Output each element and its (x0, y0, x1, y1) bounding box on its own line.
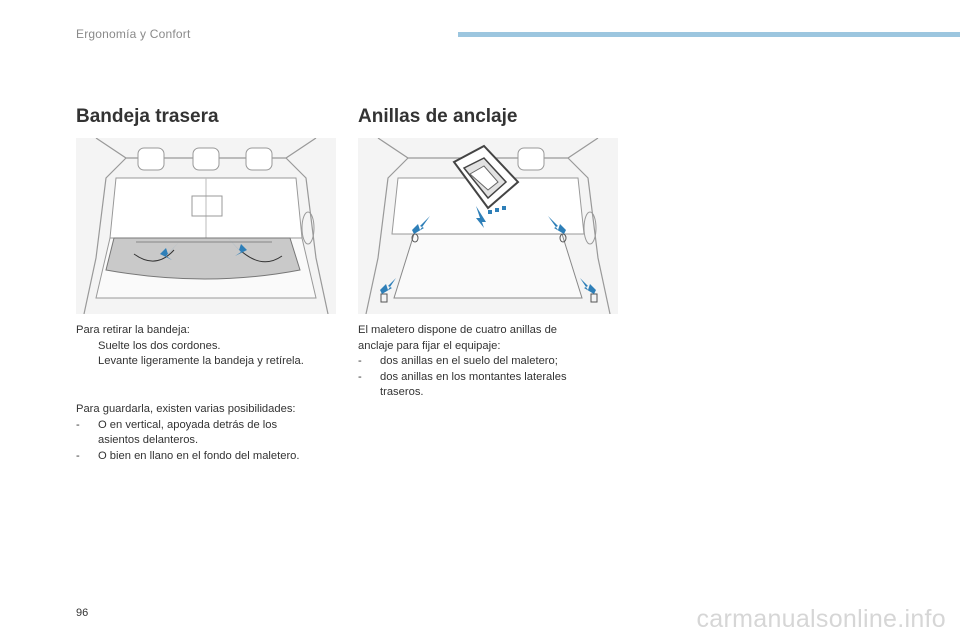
section-title-anillas-de-anclaje: Anillas de anclaje (358, 106, 518, 127)
item-marker: - (358, 370, 362, 383)
option-marker: - (76, 449, 80, 462)
option-2: - O bien en llano en el fondo del maletero. (76, 449, 300, 465)
item-2: - dos anillas en los montantes laterales (358, 370, 567, 386)
left-body-text (76, 323, 304, 370)
option-1-continuation: asientos delanteros. (98, 434, 199, 446)
left-storage-text (76, 402, 300, 464)
item-marker: - (358, 355, 362, 367)
parcel-shelf (106, 238, 300, 279)
watermark: carmanualsonline.info (696, 605, 946, 633)
step-1: Suelte los dos cordones. (98, 339, 221, 352)
anchor-rings-illustration (358, 138, 618, 314)
intro-line-2: anclaje para fijar el equipaje: (358, 339, 501, 352)
item-2-continuation: traseros. (380, 386, 424, 398)
storage-intro: Para guardarla, existen varias posibilidades: (76, 403, 296, 415)
right-body-text (358, 323, 567, 401)
header-section-title: Ergonomía y Confort (76, 27, 191, 41)
item-1: - dos anillas en el suelo del maletero; (358, 354, 567, 370)
step-2: Levante ligeramente la bandeja y retírela. (98, 355, 304, 367)
page-number: 96 (76, 607, 89, 619)
intro-line-1: El maletero dispone de cuatro anillas de (358, 324, 558, 336)
option-marker: - (76, 418, 80, 431)
rear-shelf-illustration (76, 138, 336, 314)
option-1: - O en vertical, apoyada detrás de los (76, 418, 300, 434)
header-accent-bar (458, 32, 960, 37)
remove-intro: Para retirar la bandeja: (76, 324, 190, 336)
section-title-bandeja-trasera: Bandeja trasera (76, 106, 219, 127)
